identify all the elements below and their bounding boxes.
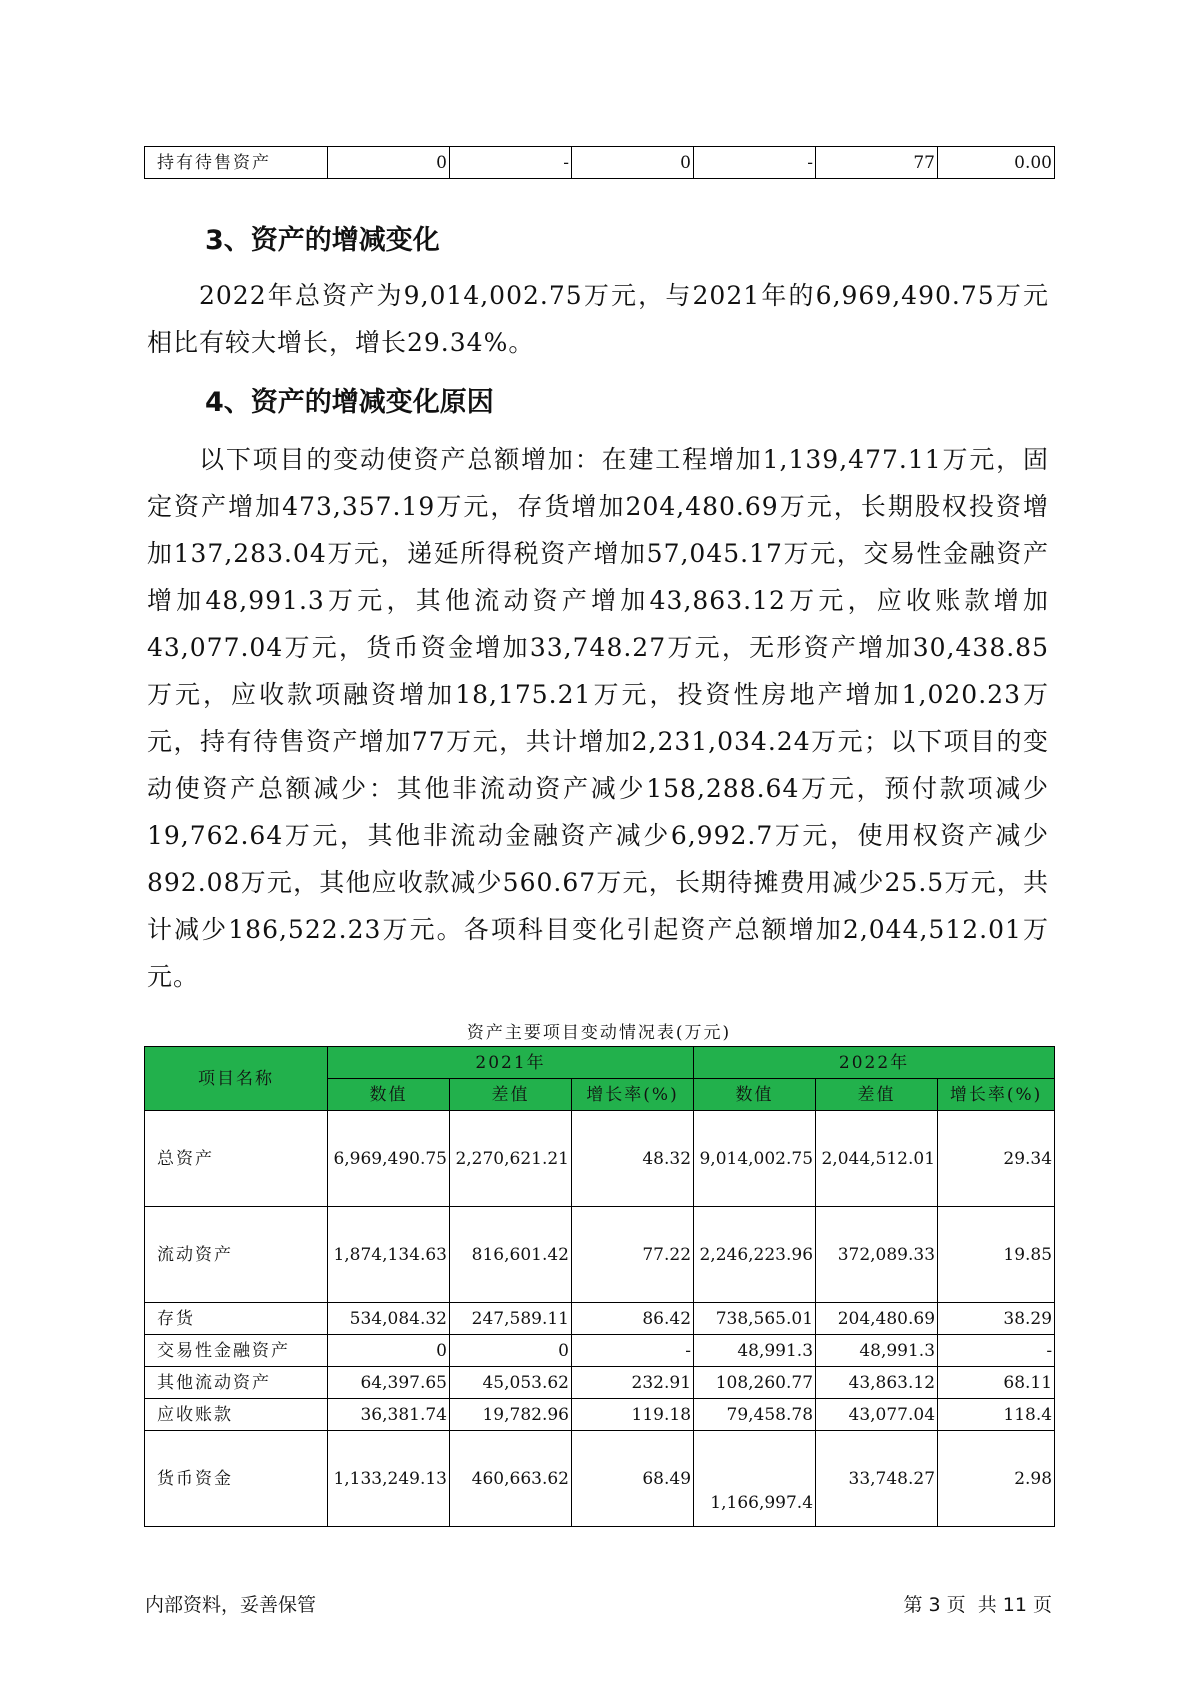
- cell: 48.32: [572, 1111, 694, 1207]
- cell: 43,863.12: [816, 1367, 938, 1399]
- cell: 68.11: [938, 1367, 1055, 1399]
- cell: 372,089.33: [816, 1207, 938, 1303]
- cell: 119.18: [572, 1399, 694, 1431]
- table-caption: 资产主要项目变动情况表(万元): [466, 1023, 732, 1043]
- column-header-year: 2022年: [694, 1047, 1055, 1079]
- cell: 36,381.74: [328, 1399, 450, 1431]
- footer-note: 内部资料，妥善保管: [145, 1594, 317, 1616]
- row-label: 交易性金融资产: [145, 1335, 328, 1367]
- cell: 48,991.3: [694, 1335, 816, 1367]
- cell: 816,601.42: [450, 1207, 572, 1303]
- cell: 0: [572, 147, 694, 179]
- cell: 232.91: [572, 1367, 694, 1399]
- top-table: [144, 146, 1055, 179]
- row-label: 流动资产: [145, 1207, 328, 1303]
- cell: 2,044,512.01: [816, 1111, 938, 1207]
- row-label: 持有待售资产: [145, 147, 328, 179]
- cell: 1,874,134.63: [328, 1207, 450, 1303]
- cell: 2,246,223.96: [694, 1207, 816, 1303]
- section-paragraph: 以下项目的变动使资产总额增加：在建工程增加1,139,477.11万元，固定资产增加473,357.19万元，存货增加204,480.69万元，长期股权投资增加137,283.04万元，递延所得税资产增加57,045.17万元，交易性金融资产增加48,991.3万元，其他流动资产增加43,863.12万元，应收账款增加43,077.04万元，货币资金增加33,748.27万元，无形资产增加30,438.85万元，应收款项融资增加18,175.21万元，投资性房地产增加1,020.23万元，持有待售资产增加77万元，共计增加2,231,034.24万元；以下项目的变动使资产总额减少：其他非流动资产减少158,288.64万元，预付款项减少19,762.64万元，其他非流动金融资产减少6,992.7万元，使用权资产减少892.08万元，其他应收款减少560.67万元，长期待摊费用减少25.5万元，共计减少186,522.23万元。各项科目变化引起资产总额增加2,044,512.01万元。: [147, 445, 1049, 991]
- cell: 118.4: [938, 1399, 1055, 1431]
- cell: 1,133,249.13: [328, 1431, 450, 1527]
- column-header-value: 数值: [694, 1079, 816, 1111]
- cell: 86.42: [572, 1303, 694, 1335]
- cell: 9,014,002.75: [694, 1111, 816, 1207]
- table-row: [145, 1335, 1055, 1367]
- column-header-diff: 差值: [816, 1079, 938, 1111]
- cell: 247,589.11: [450, 1303, 572, 1335]
- cell: 108,260.77: [694, 1367, 816, 1399]
- cell: 43,077.04: [816, 1399, 938, 1431]
- cell: 460,663.62: [450, 1431, 572, 1527]
- cell: 534,084.32: [328, 1303, 450, 1335]
- cell: 738,565.01: [694, 1303, 816, 1335]
- cell: 0: [450, 1335, 572, 1367]
- table-row: [145, 1303, 1055, 1335]
- cell: 29.34: [938, 1111, 1055, 1207]
- table-row: [145, 1207, 1055, 1303]
- cell: 19.85: [938, 1207, 1055, 1303]
- cell: 0.00: [938, 147, 1055, 179]
- row-label: 货币资金: [145, 1431, 328, 1527]
- cell: 45,053.62: [450, 1367, 572, 1399]
- cell: -: [450, 147, 572, 179]
- row-label: 存货: [145, 1303, 328, 1335]
- column-header-value: 数值: [328, 1079, 450, 1111]
- column-header-year: 2021年: [328, 1047, 694, 1079]
- table-row: [145, 1111, 1055, 1207]
- cell: 79,458.78: [694, 1399, 816, 1431]
- cell: 6,969,490.75: [328, 1111, 450, 1207]
- cell: -: [572, 1335, 694, 1367]
- cell: 2,270,621.21: [450, 1111, 572, 1207]
- section-heading: 4、资产的增减变化原因: [205, 387, 494, 418]
- cell: 77: [816, 147, 938, 179]
- cell: 64,397.65: [328, 1367, 450, 1399]
- cell: -: [938, 1335, 1055, 1367]
- cell: 19,782.96: [450, 1399, 572, 1431]
- table-row: [145, 1431, 1055, 1527]
- section-paragraph: 2022年总资产为9,014,002.75万元，与2021年的6,969,490.75万元相比有较大增长，增长29.34%。: [147, 281, 1049, 357]
- asset-change-table: [144, 1046, 1055, 1527]
- page-number: 第 3 页 共 11 页: [903, 1594, 1052, 1616]
- cell: -: [694, 147, 816, 179]
- row-label: 应收账款: [145, 1399, 328, 1431]
- table-row: [145, 1399, 1055, 1431]
- header-row: [145, 1047, 1055, 1079]
- cell: 2.98: [938, 1431, 1055, 1527]
- cell: 1,166,997.4: [694, 1431, 816, 1527]
- column-header-rate: 增长率(%): [572, 1079, 694, 1111]
- cell: 33,748.27: [816, 1431, 938, 1527]
- row-label: 其他流动资产: [145, 1367, 328, 1399]
- column-header-rate: 增长率(%): [938, 1079, 1055, 1111]
- cell: 204,480.69: [816, 1303, 938, 1335]
- table-row: [145, 1367, 1055, 1399]
- cell: 68.49: [572, 1431, 694, 1527]
- cell: 38.29: [938, 1303, 1055, 1335]
- column-header-item: 项目名称: [145, 1047, 328, 1111]
- cell: 77.22: [572, 1207, 694, 1303]
- table-row: [145, 147, 1055, 179]
- cell: 0: [328, 1335, 450, 1367]
- section-heading: 3、资产的增减变化: [205, 225, 440, 256]
- cell: 0: [328, 147, 450, 179]
- column-header-diff: 差值: [450, 1079, 572, 1111]
- row-label: 总资产: [145, 1111, 328, 1207]
- cell: 48,991.3: [816, 1335, 938, 1367]
